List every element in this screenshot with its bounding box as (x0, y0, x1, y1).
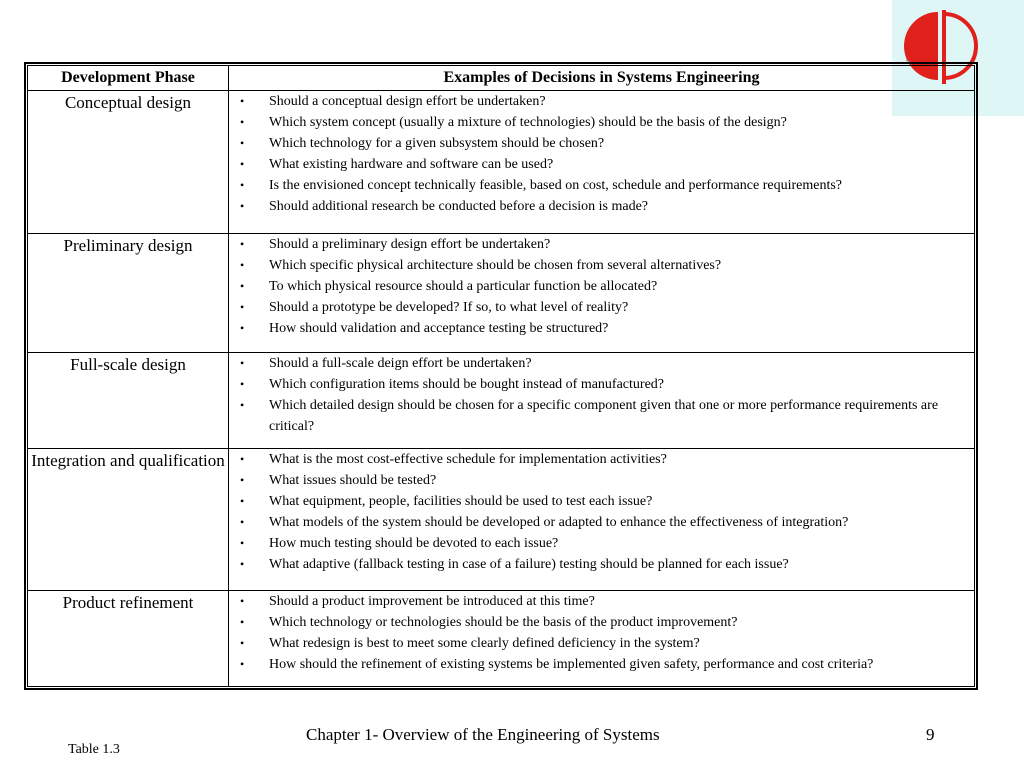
bullet-icon: • (240, 398, 245, 412)
list-item (229, 234, 974, 255)
list-item (229, 374, 974, 395)
table-row (28, 91, 975, 234)
decision-text: What redesign is best to meet some clearly defined deficiency in the system? (269, 636, 700, 652)
decision-text: Should a full-scale deign effort be undertaken? (269, 356, 532, 371)
bullet-icon: • (240, 636, 245, 651)
bullet-icon: • (240, 236, 245, 251)
phase-cell: Preliminary design (28, 233, 229, 352)
bullet-icon: • (240, 136, 245, 150)
bullet-icon: • (240, 451, 245, 466)
list-item (229, 633, 974, 654)
bullet-icon: • (240, 615, 245, 630)
list-item (229, 512, 974, 533)
table-row (28, 233, 975, 352)
list-item (229, 654, 974, 675)
decision-text: Should a product improvement be introduced at this time? (269, 594, 595, 610)
column-header-examples: Examples of Decisions in Systems Engineering (229, 66, 975, 91)
decision-text: Should a conceptual design effort be undertaken? (269, 94, 546, 109)
bullet-icon: • (240, 320, 245, 335)
decision-text: How should the refinement of existing systems be implemented given safety, performance and cost criteria? (269, 657, 874, 673)
bullet-icon: • (240, 257, 245, 272)
table-row (28, 591, 975, 687)
list-item (229, 612, 974, 633)
list-item (229, 276, 974, 297)
list-item (229, 449, 974, 470)
list-item (229, 554, 974, 575)
decision-list (229, 449, 974, 575)
examples-cell (229, 448, 975, 591)
phase-cell: Full-scale design (28, 353, 229, 449)
bullet-icon: • (240, 377, 245, 391)
bullet-icon: • (240, 472, 245, 487)
decision-text: Is the envisioned concept technically feasible, based on cost, schedule and performance requirements? (269, 178, 842, 193)
bullet-icon: • (240, 199, 245, 213)
examples-cell (229, 233, 975, 352)
decision-text: Should a preliminary design effort be undertaken? (269, 236, 551, 252)
bullet-icon: • (240, 594, 245, 609)
bullet-icon: • (240, 94, 245, 108)
list-item (229, 491, 974, 512)
bullet-icon: • (240, 556, 245, 571)
decisions-table (27, 65, 975, 687)
decision-text: What is the most cost-effective schedule for implementation activities? (269, 451, 667, 467)
list-item (229, 175, 974, 196)
bullet-icon: • (240, 514, 245, 529)
table-row (28, 448, 975, 591)
list-item (229, 297, 974, 318)
phase-cell: Conceptual design (28, 91, 229, 234)
decision-text: What existing hardware and software can be used? (269, 157, 554, 172)
decision-text: Which specific physical architecture should be chosen from several alternatives? (269, 257, 722, 273)
list-item (229, 318, 974, 339)
table-label: Table 1.3 (68, 742, 120, 757)
list-item (229, 255, 974, 276)
decision-text: How much testing should be devoted to each issue? (269, 535, 559, 551)
decisions-table-frame (24, 62, 978, 690)
bullet-icon: • (240, 115, 245, 129)
list-item (229, 353, 974, 374)
bullet-icon: • (240, 178, 245, 192)
table-header-row (28, 66, 975, 91)
bullet-icon: • (240, 657, 245, 672)
bullet-icon: • (240, 157, 245, 171)
footer-chapter-title: Chapter 1- Overview of the Engineering of Systems (306, 725, 660, 744)
decision-text: Which technology or technologies should be the basis of the product improvement? (269, 615, 738, 631)
bullet-icon: • (240, 356, 245, 370)
examples-cell (229, 591, 975, 687)
decision-list (229, 91, 974, 217)
decision-text: Should a prototype be developed? If so, to what level of reality? (269, 299, 629, 315)
list-item (229, 196, 974, 217)
list-item (229, 533, 974, 554)
column-header-phase: Development Phase (28, 66, 229, 91)
list-item (229, 470, 974, 491)
decision-text: Which detailed design should be chosen for a specific component given that one or more performance requirements are critical? (269, 398, 939, 434)
bullet-icon: • (240, 278, 245, 293)
decision-list (229, 353, 974, 437)
decision-text: What adaptive (fallback testing in case of a failure) testing should be planned for each issue? (269, 556, 789, 572)
decision-text: Which technology for a given subsystem should be chosen? (269, 136, 605, 151)
phase-cell: Integration and qualification (28, 448, 229, 591)
list-item (229, 112, 974, 133)
phase-cell: Product refinement (28, 591, 229, 687)
examples-cell (229, 91, 975, 234)
list-item (229, 395, 974, 437)
decision-text: To which physical resource should a particular function be allocated? (269, 278, 658, 294)
decision-text: Which system concept (usually a mixture of technologies) should be the basis of the design? (269, 115, 787, 130)
examples-cell (229, 353, 975, 449)
decision-list (229, 591, 974, 675)
decision-text: Should additional research be conducted before a decision is made? (269, 199, 649, 214)
table-row (28, 353, 975, 449)
bullet-icon: • (240, 535, 245, 550)
list-item (229, 133, 974, 154)
list-item (229, 91, 974, 112)
list-item (229, 591, 974, 612)
decision-text: What issues should be tested? (269, 472, 437, 488)
bullet-icon: • (240, 299, 245, 314)
decision-list (229, 234, 974, 339)
list-item (229, 154, 974, 175)
bullet-icon: • (240, 493, 245, 508)
decision-text: What models of the system should be developed or adapted to enhance the effectiveness of integration? (269, 514, 849, 530)
decision-text: Which configuration items should be bought instead of manufactured? (269, 377, 665, 392)
decision-text: How should validation and acceptance testing be structured? (269, 320, 609, 336)
decision-text: What equipment, people, facilities should be used to test each issue? (269, 493, 653, 509)
page-number: 9 (926, 725, 935, 744)
